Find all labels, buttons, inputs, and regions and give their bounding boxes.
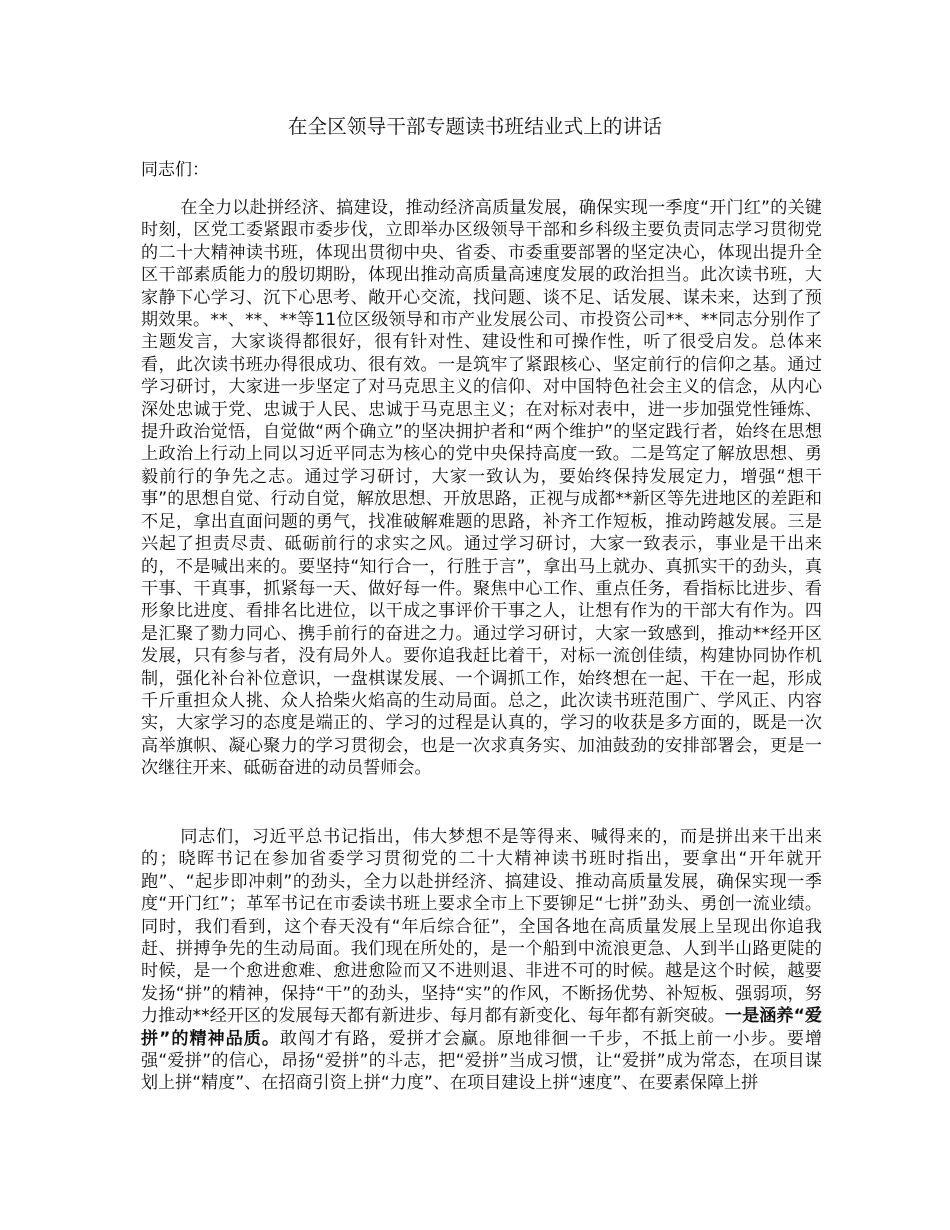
paragraph-2-heading-bold: 一是涵养“爱拼”的精神品质。 [141,1006,823,1049]
salutation: 同志们： [141,160,209,180]
body-paragraph-2 [141,826,822,1095]
paragraph-2-text-a: 同志们，习近平总书记指出，伟大梦想不是等得来、喊得来的，而是拼出来干出来的；晓晖书记在参加省委学习贯彻党的二十大精神读书班时指出，要拿出“开年就开跑”、“起步即冲刺”的劲头，全力以赴拼经济、搞建设、推动高质量发展，确保实现一季度“开门红”；革军书记在市委读书班上要求全市上下要铆足“七拼”劲头、勇创一流业绩。同时，我们看到，这个春天没有“年后综合征”，全国各地在高质量发展上呈现出你追我赶、拼搏争先的生动局面。我们现在所处的，是一个船到中流浪更急、人到半山路更陡的时候，是一个愈进愈难、愈进愈险而又不进则退、非进不可的时候。越是这个时候，越要发扬“拼”的精神，保持“干”的劲头，坚持“实”的作风，不断扬优势、补短板、强弱项，努力推动**经开区的发展每天都有新进步、每月都有新变化、每年都有新突破。 [141,827,822,1027]
document-title: 在全区领导干部专题读书班结业式上的讲话 [287,115,663,138]
body-paragraph-1: 在全力以赴拼经济、搞建设，推动经济高质量发展，确保实现一季度“开门红”的关键时刻，区党工委紧跟市委步伐，立即举办区级领导干部和乡科级主要负责同志学习贯彻党的二十大精神读书班，体现出贯彻中央、省委、市委重要部署的坚定决心，体现出提升全区干部素质能力的殷切期盼，体现出推动高质量高速度发展的政治担当。此次读书班，大家静下心学习、沉下心思考、敞开心交流，找问题、谈不足、话发展、谋未来，达到了预期效果。**、**、**等11位区级领导和市产业发展公司、市投资公司**、**同志分别作了主题发言，大家谈得都很好，很有针对性、建设性和可操作性，听了很受启发。总体来看，此次读书班办得很成功、很有效。一是筑牢了紧跟核心、坚定前行的信仰之基。通过学习研讨，大家进一步坚定了对马克思主义的信仰、对中国特色社会主义的信念，从内心深处忠诚于党、忠诚于人民、忠诚于马克思主义；在对标对表中，进一步加强党性锤炼、提升政治觉悟，自觉做“两个确立”的坚决拥护者和“两个维护”的坚定践行者，始终在思想上政治上行动上同以习近平同志为核心的党中央保持高度一致。二是笃定了解放思想、勇毅前行的争先之志。通过学习研讨，大家一致认为，要始终保持发展定力，增强“想干事”的思想自觉、行动自觉，解放思想、开放思路，正视与成都**新区等先进地区的差距和不足，拿出直面问题的勇气，找准破解难题的思路，补齐工作短板，推动跨越发展。三是兴起了担责尽责、砥砺前行的求实之风。通过学习研讨，大家一致表示，事业是干出来的，不是喊出来的。要坚持“知行合一，行胜于言”，拿出马上就办、真抓实干的劲头，真干事、干真事，抓紧每一天、做好每一件。聚焦中心工作、重点任务，看指标比进步、看形象比进度、看排名比进位，以干成之事评价干事之人，让想有作为的干部大有作为。四是汇聚了勠力同心、携手前行的奋进之力。通过学习研讨，大家一致感到，推动**经开区发展，只有参与者，没有局外人。要你追我赶比着干，对标一流创佳绩，构建协同协作机制，强化补台补位意识，一盘棋谋发展、一个调抓工作，始终想在一起、干在一起，形成千斤重担众人挑、众人拾柴火焰高的生动局面。总之，此次读书班范围广、学风正、内容实，大家学习的态度是端正的、学习的过程是认真的，学习的收获是多方面的，既是一次高举旗帜、凝心聚力的学习贯彻会，也是一次求真务实、加油鼓劲的安排部署会，更是一次继往开来、砥砺奋进的动员誓师会。 [141,198,822,779]
paragraph-2-text-b: 敢闯才有路，爱拼才会赢。原地徘徊一千步，不抵上前一小步。要增强“爱拼”的信心，昂扬“爱拼”的斗志，把“爱拼”当成习惯，让“爱拼”成为常态，在项目谋划上拼“精度”、在招商引资上拼“力度”、在项目建设上拼“速度”、在要素保障上拼 [141,1028,823,1094]
